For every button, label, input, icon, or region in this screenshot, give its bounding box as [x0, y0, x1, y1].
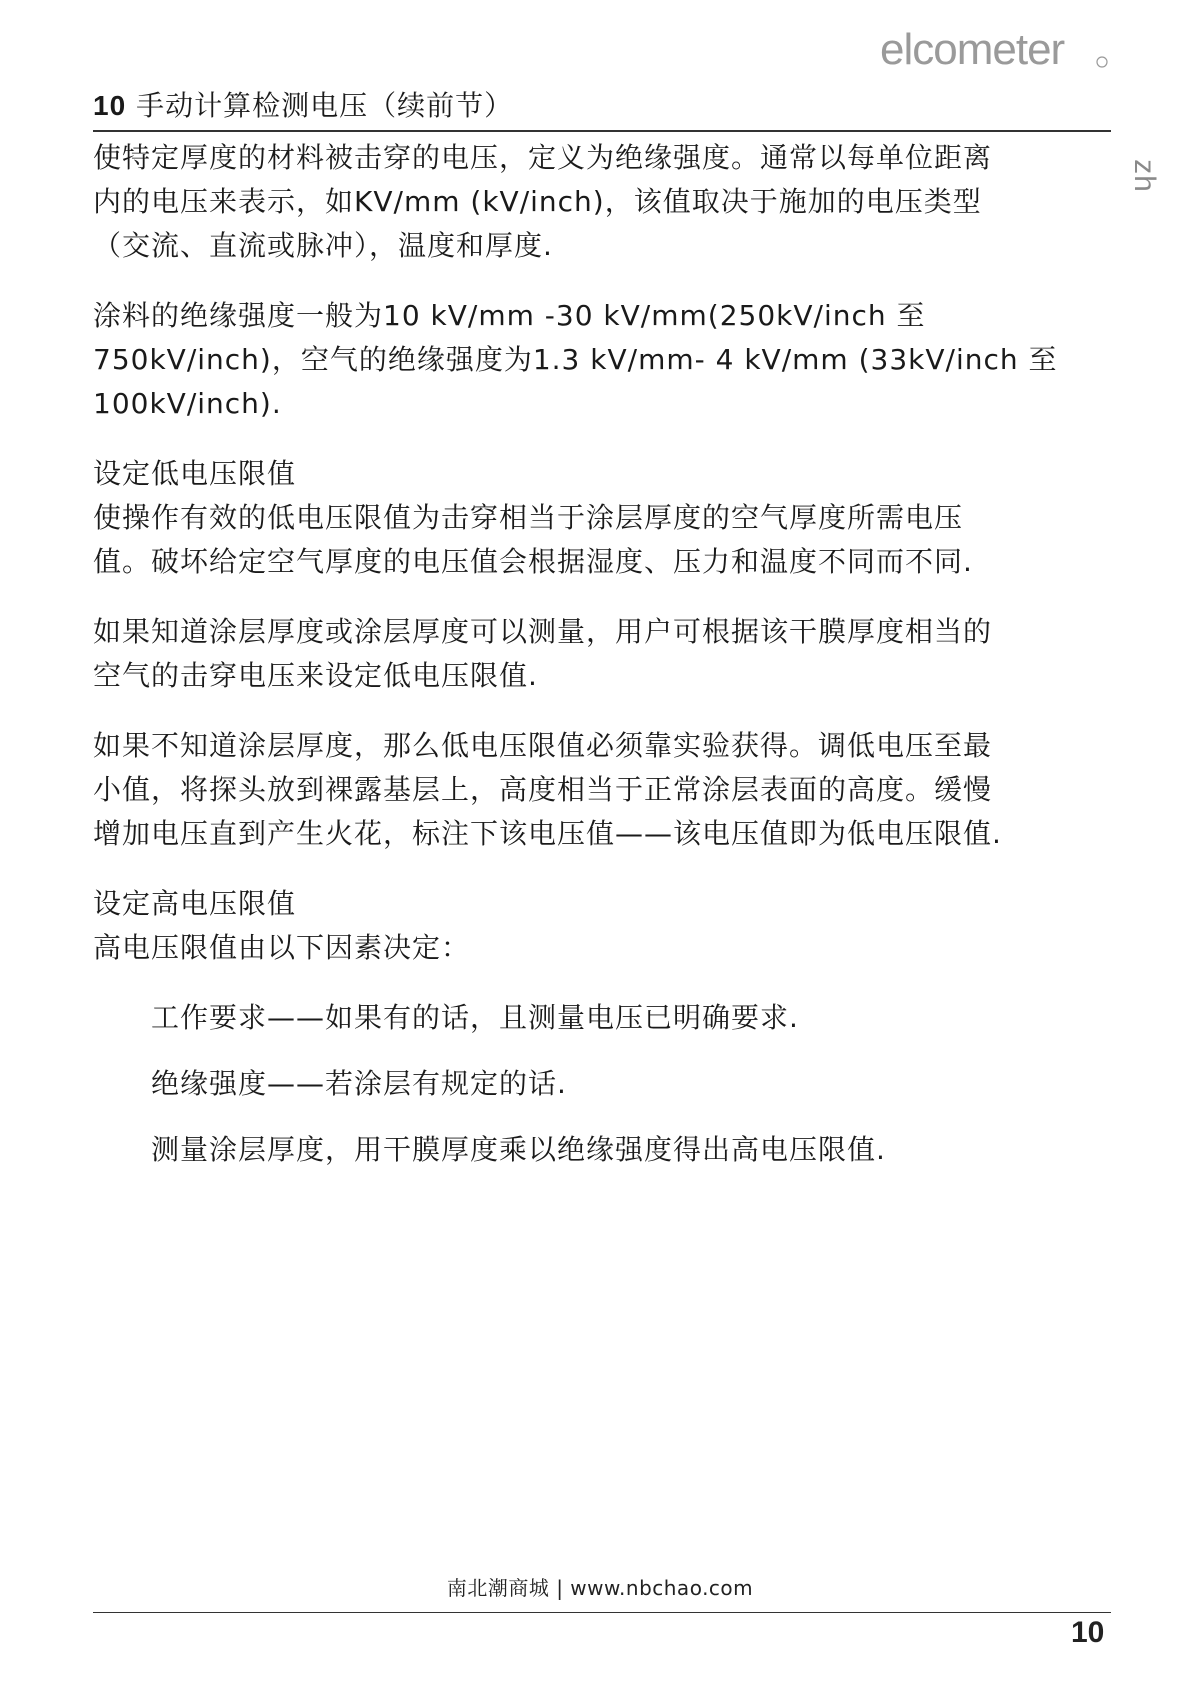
subheading-high-limit: 设定高电压限值: [93, 887, 297, 920]
footer-divider: [93, 1612, 1111, 1613]
paragraph-high-limit: [93, 882, 1123, 970]
text-line: 值。破坏给定空气厚度的电压值会根据湿度、压力和温度不同而不同.: [93, 545, 973, 578]
paragraph-known-thickness: [93, 610, 1123, 698]
text-line: 使操作有效的低电压限值为击穿相当于涂层厚度的空气厚度所需电压: [93, 501, 964, 534]
text-line: 100kV/inch).: [93, 387, 282, 420]
paragraph-dielectric-values: [93, 294, 1123, 426]
paragraph-low-limit: [93, 452, 1123, 584]
paragraph-unknown-thickness: [93, 724, 1123, 856]
text-line: 增加电压直到产生火花，标注下该电压值——该电压值即为低电压限值.: [93, 817, 1002, 850]
elcometer-wordmark: [880, 26, 1112, 74]
text-line: 内的电压来表示，如KV/mm (kV/inch)，该值取决于施加的电压类型: [93, 185, 982, 218]
text-line: 750kV/inch)，空气的绝缘强度为1.3 kV/mm- 4 kV/mm (33kV/inch 至: [93, 343, 1058, 376]
text-line: 涂料的绝缘强度一般为10 kV/mm -30 kV/mm(250kV/inch 至: [93, 299, 926, 332]
section-title: 手动计算检测电压（续前节）: [136, 89, 514, 122]
brand-name: elcometer: [880, 26, 1065, 74]
subheading-low-limit: 设定低电压限值: [93, 457, 297, 490]
text-line: 如果不知道涂层厚度，那么低电压限值必须靠实验获得。调低电压至最: [93, 729, 993, 762]
heading-divider: [93, 130, 1111, 132]
elcometer-logo: [880, 26, 1112, 74]
text-line: 高电压限值由以下因素决定：: [93, 931, 471, 964]
language-tag: zh: [1128, 159, 1161, 193]
text-line: 小值，将探头放到裸露基层上，高度相当于正常涂层表面的高度。缓慢: [93, 773, 993, 806]
factor-item: 工作要求——如果有的话，且测量电压已明确要求.: [151, 1001, 799, 1034]
text-line: 使特定厚度的材料被击穿的电压，定义为绝缘强度。通常以每单位距离: [93, 141, 993, 174]
factor-item: 测量涂层厚度，用干膜厚度乘以绝缘强度得出高电压限值.: [151, 1133, 886, 1166]
section-number: 10: [93, 90, 127, 121]
text-line: （交流、直流或脉冲），温度和厚度.: [93, 229, 553, 262]
factor-item: 绝缘强度——若涂层有规定的话.: [151, 1067, 567, 1100]
page-title: [93, 86, 1111, 126]
paragraph-dielectric-definition: [93, 136, 1123, 268]
body-content: [93, 136, 1123, 1194]
page-number: 10: [1071, 1616, 1105, 1649]
text-line: 空气的击穿电压来设定低电压限值.: [93, 659, 538, 692]
text-line: 如果知道涂层厚度或涂层厚度可以测量，用户可根据该干膜厚度相当的: [93, 615, 993, 648]
footer-watermark: 南北潮商城 | www.nbchao.com: [446, 1576, 754, 1600]
section-heading: [93, 86, 1111, 126]
